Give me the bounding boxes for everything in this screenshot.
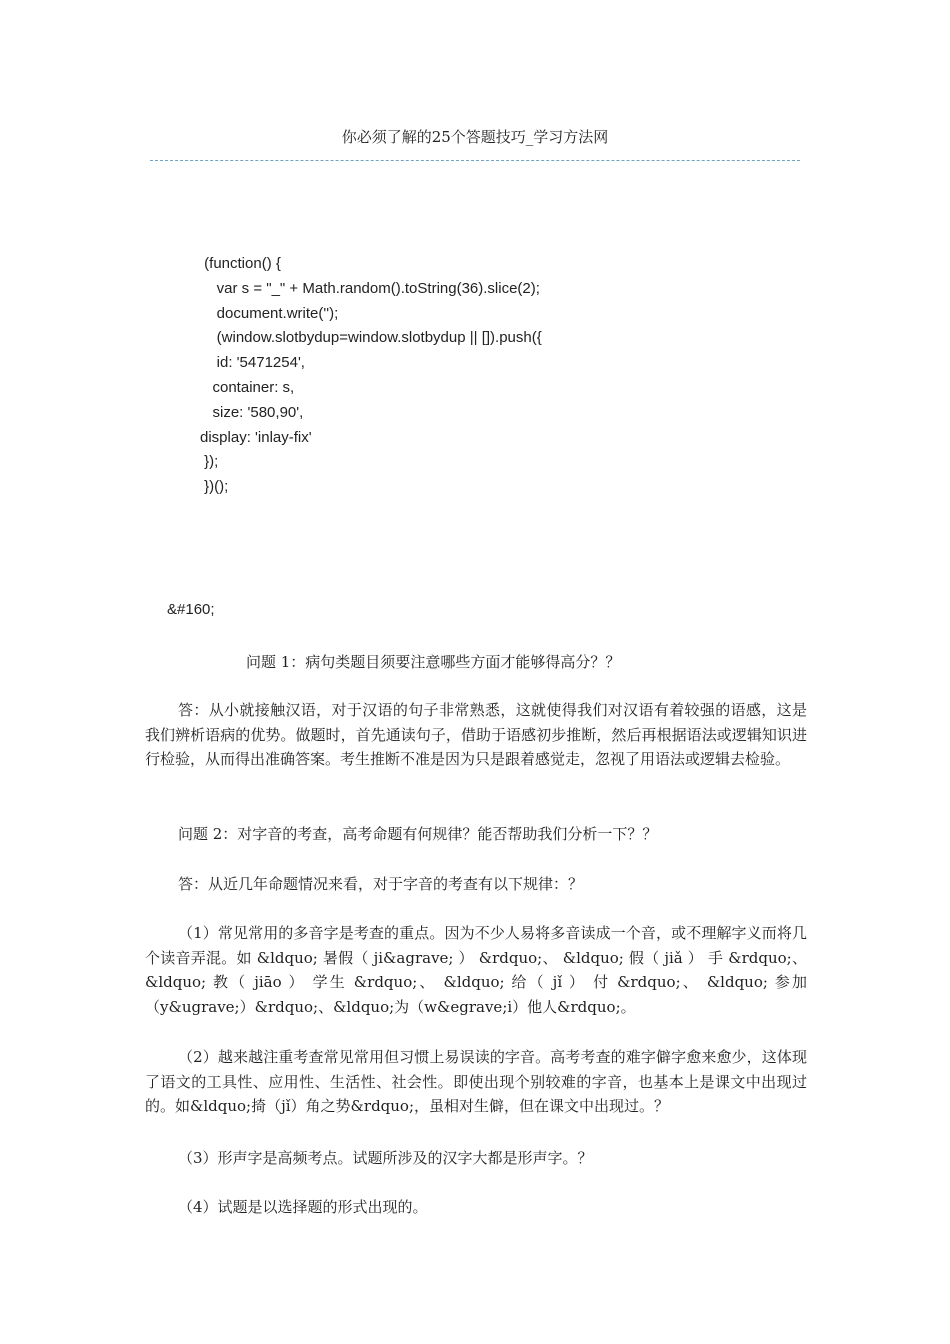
point-2: （2）越来越注重考查常见常用但习惯上易误读的字音。高考考查的难字僻字愈来愈少，这体现了语文的工具性、应用性、生活性、社会性。即使出现个别较难的字音，也基本上是课文中出现过的。如&ldquo;掎（jǐ）角之势&rdquo;，虽相对生僻，但在课文中出现过。？ xyxy=(145,1048,807,1115)
answer-1: 答：从小就接触汉语，对于汉语的句子非常熟悉，这就使得我们对汉语有着较强的语感，这是我们辨析语病的优势。做题时，首先通读句子，借助于语感初步推断，然后再根据语法或逻辑知识进行检验，从而得出准确答案。考生推断不准是因为只是跟着感觉走，忽视了用语法或逻辑去检验。 xyxy=(145,701,807,768)
code-line: })(); xyxy=(200,478,229,496)
code-block xyxy=(200,252,542,500)
code-line: size: '580,90', xyxy=(200,403,304,421)
point-3: （3）形声字是高频考点。试题所涉及的汉字大都是形声字。？ xyxy=(178,1149,593,1167)
code-line: }); xyxy=(200,453,219,471)
title-divider xyxy=(150,160,800,161)
code-line: display: 'inlay-fix' xyxy=(200,428,312,446)
document-title: 你必须了解的25个答题技巧_学习方法网 xyxy=(341,128,609,146)
point-4: （4）试题是以选择题的形式出现的。 xyxy=(178,1198,428,1216)
code-line: (function() { xyxy=(200,255,281,272)
code-line: document.write(''); xyxy=(200,304,339,322)
question-1: 问题 1：病句类题目须要注意哪些方面才能够得高分？？ xyxy=(246,653,621,671)
point-1: （1）常见常用的多音字是考查的重点。因为不少人易将多音读成一个音，或不理解字义而将几个读音弄混。如 &ldquo; 暑假（ ji&agrave; ） &rdquo;、 &ldquo; 假（ jiǎ ） 手 &rdquo;、 &ldquo; 教（ jiāo ） 学生 &rdquo;、 &ldquo; 给（ jǐ ） 付 &rdquo;、 &ldquo; 参加（y&ugrave;）&rdquo;、&ldquo;为（w&egrave;i）他人&rdquo;。 xyxy=(145,924,807,1016)
entity-text: &#160; xyxy=(167,601,215,618)
code-line: (window.slotbydup=window.slotbydup || []).push({ xyxy=(200,329,542,347)
question-2: 问题 2：对字音的考查，高考命题有何规律？能否帮助我们分析一下？？ xyxy=(178,825,658,843)
answer-2: 答：从近几年命题情况来看，对于字音的考查有以下规律：？ xyxy=(178,875,584,893)
code-line: id: '5471254', xyxy=(200,354,305,372)
code-line: var s = "_" + Math.random().toString(36).slice(2); xyxy=(200,279,540,297)
code-line: container: s, xyxy=(200,378,295,396)
